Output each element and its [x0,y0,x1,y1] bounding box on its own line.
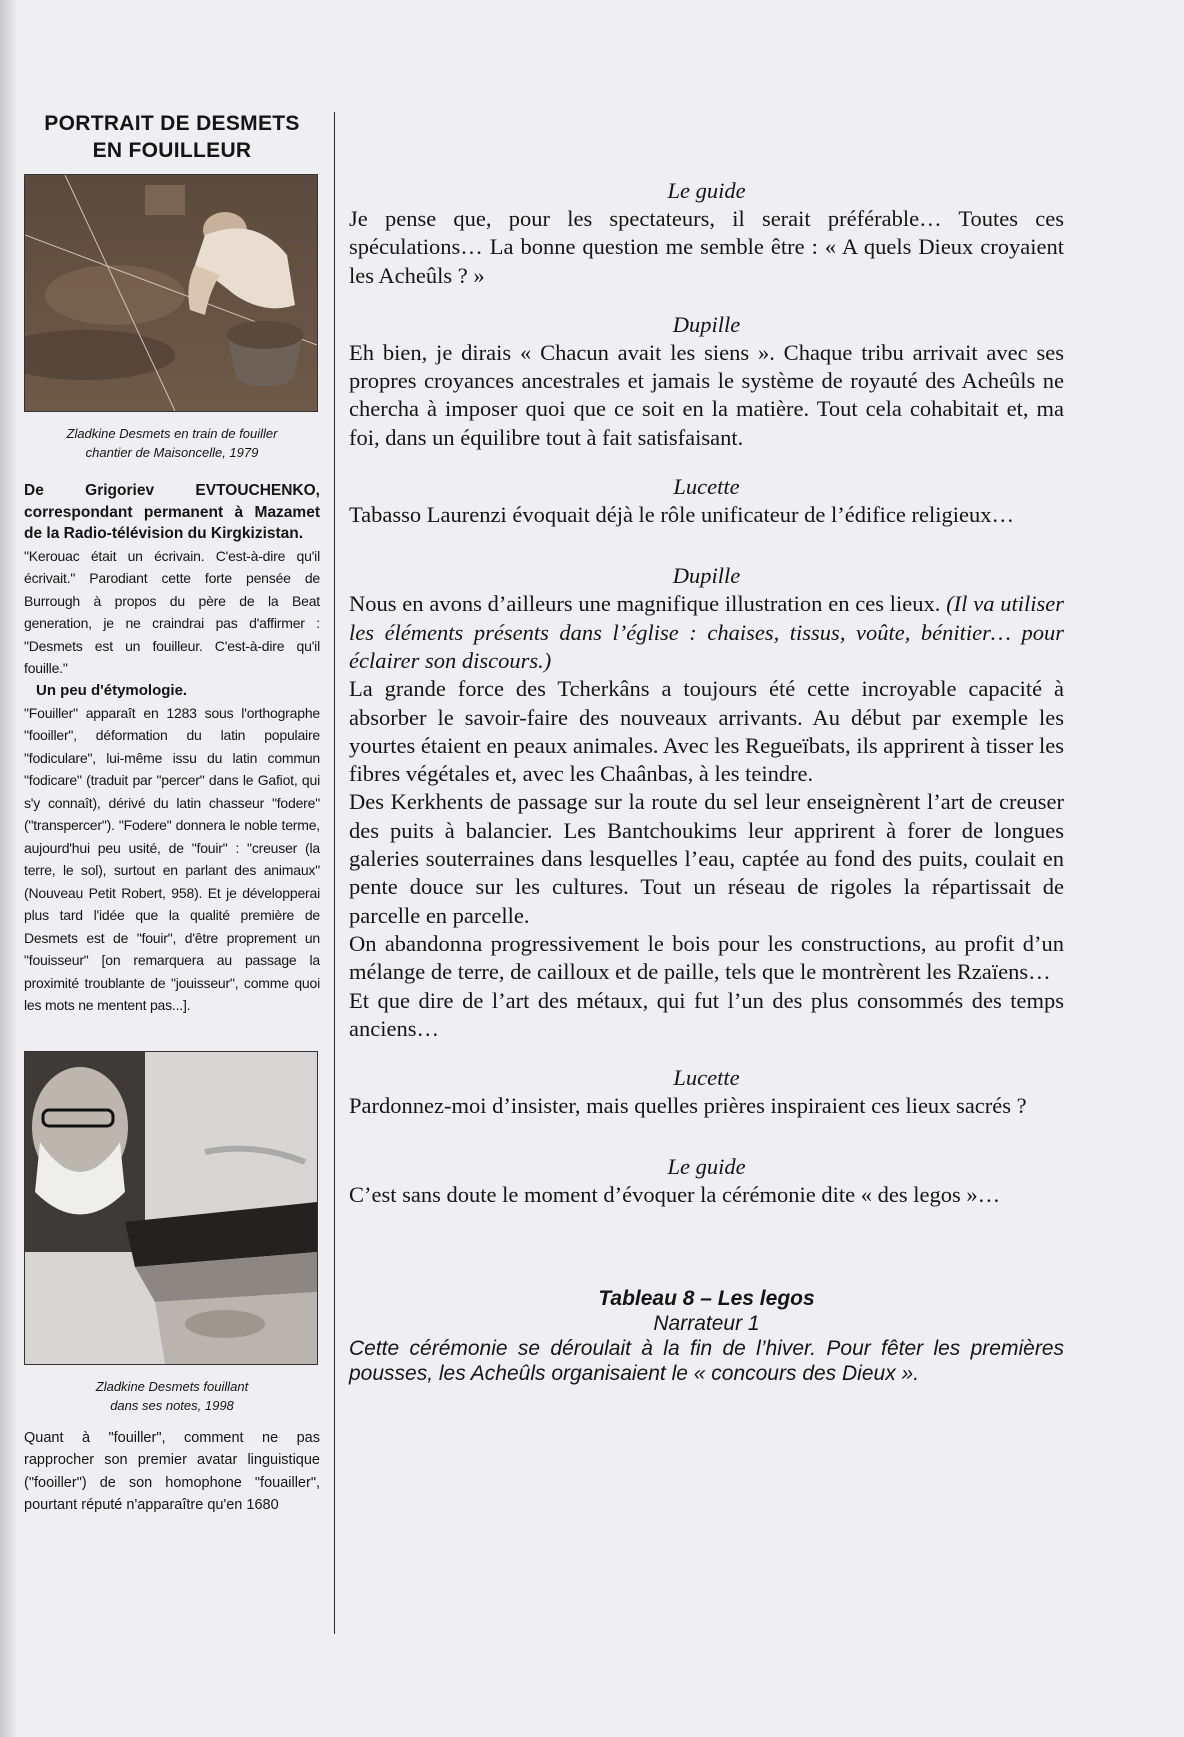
sidebar-article [24,110,320,1517]
speech-dupille-2-p5: Et que dire de l’art des métaux, qui fut l’un des plus consommés des temps anciens… [349,987,1064,1041]
speech-le-guide-2: C’est sans doute le moment d’évoquer la cérémonie dite « des legos »… [349,1182,1001,1208]
sidebar-title [24,110,320,164]
photo2-caption-line2: dans ses notes, 1998 [110,1397,234,1413]
stage-direction: (Il va utiliser les éléments présents dans l’église : chaises, tissus, voûte, bénitier… pour éclairer son discours.) [349,591,1065,673]
speech-dupille-1: Eh bien, je dirais « Chacun avait les siens ». Chaque tribu arrivait avec ses propres croyances ancestrales et jamais le système de royauté des Acheûls ne chercha à imposer quoi que ce soit en la matière. Tout cela cohabitait et, ma foi, dans un équilibre tout à fait satisfaisant. [349,339,1064,450]
sidebar-title-line1: PORTRAIT DE DESMETS [44,112,300,135]
sidebar-paragraph-1: "Kerouac était un écrivain. C'est-à-dire qu'il écrivait." Parodiant cette forte pensée de Burrough à propos du père de la Beat generation, je ne craindrai pas d'affirmer : "Desmets est un fouilleur. C'est-à-dire qu'il fouille." [24,547,320,676]
speaker-lucette-2: Lucette [673,1065,740,1091]
speech-dupille-2 [349,590,1064,675]
page-edge-shadow [0,0,18,1737]
sidebar-paragraph-2: "Fouiller" apparaît en 1283 sous l'orthographe "fooiller", déformation du latin populaire "fodiculare", lui-même issu du latin commun "fodicare" (traduit par "percer" dans le Gafiot, qui s'y connaît), dérivé du latin chasseur "fodere" ("transpercer"). "Fodere" donnera le noble terme, aujourd'hui peu usité, de "fouir" : "creuser (la terre, le sol), surtout en parlant des animaux" (Nouveau Petit Robert, 958). Et je développerai plus tard l'idée que la qualité première de Desmets est de "fouir", d'être proprement un "fouisseur" [on remarquera au passage la proximité troublante de "jouisseur", comme quoi les mots ne mentent pas...]. [24,704,320,1013]
speech-lucette-2: Pardonnez-moi d’insister, mais quelles prières inspiraient ces lieux sacrés ? [349,1093,1027,1119]
speech-dupille-2-p3: Des Kerkhents de passage sur la route du sel leur enseignèrent l’art de creuser des puits à balancier. Les Bantchoukims leur apprirent à forer de longues galeries souterraines dans lesquelles l’eau, captée au fond des puits, coulait en pente douce sur les cultures. Tout un réseau de rigoles la répartissait de parcelle en parcelle. [349,789,1064,928]
photo1-caption-line1: Zladkine Desmets en train de fouiller [66,426,278,441]
speech-dupille-2-p4: On abandonna progressivement le bois pour les constructions, au profit d’un mélange de terre, de cailloux et de paille, tels que le montrèrent les Rzaïens… [349,930,1064,985]
photo1-caption-line2: chantier de Maisoncelle, 1979 [85,445,259,460]
notes-photo-image [25,1052,317,1364]
tableau-narrator: Narrateur 1 [653,1311,760,1335]
sidebar-title-line2: EN FOUILLEUR [92,139,252,162]
photo-notes [24,1051,318,1365]
excavation-photo-image [25,175,317,411]
tableau-title: Tableau 8 – Les legos [598,1286,815,1310]
speech-lucette-1: Tabasso Laurenzi évoquait déjà le rôle unificateur de l’édifice religieux… [349,502,1015,528]
speech-dupille-2-p2: La grande force des Tcherkâns a toujours été cette incroyable capacité à absorber le savoir-faire des nouveaux arrivants. Au début par exemple les yourtes étaient en peaux animales. Avec les Regueïbats, ils apprirent à tisser les fibres végétales et, avec les Chaânbas, à les teindre. [349,676,1064,787]
play-script [349,176,1064,1387]
speaker-le-guide: Le guide [667,178,746,203]
speech-le-guide-1: Je pense que, pour les spectateurs, il serait préférable… Toutes ces spéculations… La bonne question me semble être : « A quels Dieux croyaient les Acheûls ? » [349,206,1064,288]
photo-excavation [24,174,318,412]
sidebar-subhead: Un peu d'étymologie. [36,681,188,699]
tableau-text: Cette cérémonie se déroulait à la fin de l’hiver. Pour fêter les premières pousses, les Acheûls organisaient le « concours des Dieux ». [349,1336,1064,1386]
photo1-caption [24,424,320,462]
speaker-dupille-2: Dupille [672,563,741,589]
speech-dupille-2-text: Nous en avons d’ailleurs une magnifique illustration en ces lieux. [349,591,947,617]
photo2-caption [24,1377,320,1415]
article-byline: De Grigoriev EVTOUCHENKO, correspondant permanent à Mazamet de la Radio-télévision du Kirgkizistan. [24,482,320,542]
sidebar-paragraph-3: Quant à "fouiller", comment ne pas rapprocher son premier avatar linguistique ("fooiller") de son homophone "fouailler", pourtant réputé n'apparaître qu'en 1680 [24,1429,320,1513]
speaker-dupille: Dupille [672,311,741,337]
speaker-le-guide-2: Le guide [667,1154,746,1180]
photo2-caption-line1: Zladkine Desmets fouillant [95,1378,249,1394]
column-divider [334,112,335,1634]
speaker-lucette: Lucette [673,474,740,500]
